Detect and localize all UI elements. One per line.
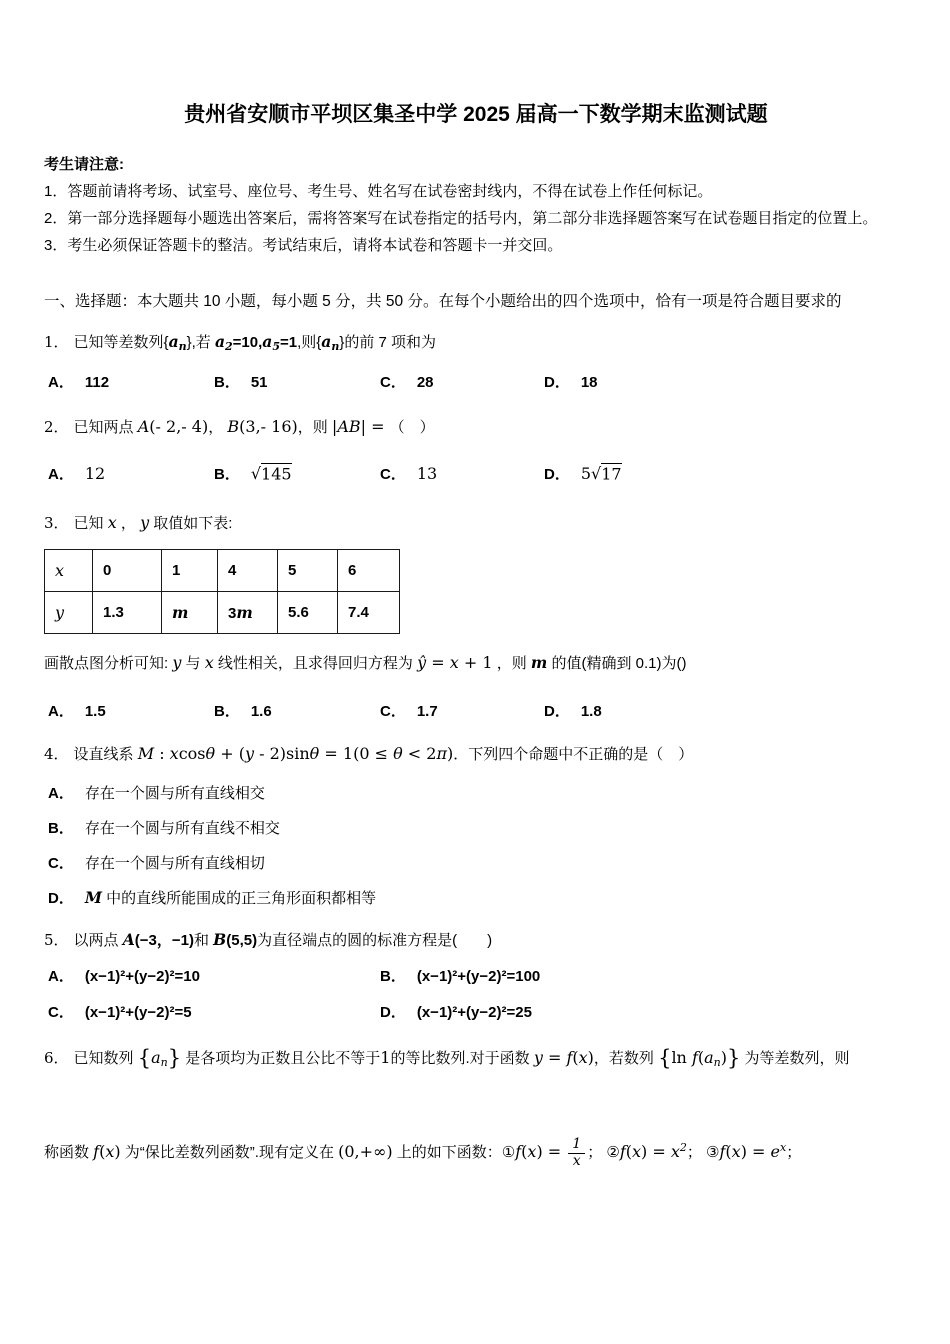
option-value: 28: [416, 374, 434, 392]
question-4-option-a: [48, 782, 908, 803]
option-label: D．: [380, 1004, 406, 1022]
question-5-text: 以两点 A(−3，−1)和 B(5,5)为直径端点的圆的标准方程是( ): [73, 930, 493, 950]
question-3-stem: [44, 509, 908, 537]
option-label: B．: [214, 703, 240, 721]
option-value: (x−1)²+(y−2)²=25: [416, 1004, 532, 1022]
question-5-option-d: [380, 1001, 908, 1022]
question-6-number: 6．: [44, 1049, 69, 1068]
question-4-options: [48, 782, 908, 908]
question-1-option-a: [48, 371, 214, 392]
question-5-stem: [44, 926, 908, 954]
option-label: C．: [48, 855, 74, 873]
option-label: C．: [380, 466, 406, 484]
option-label: B．: [380, 968, 406, 986]
option-label: A．: [48, 703, 74, 721]
option-value: 1.6: [250, 703, 272, 721]
option-label: D．: [544, 466, 570, 484]
question-1-options: [48, 371, 908, 392]
question-1: [44, 328, 908, 392]
table-cell: 5.6: [278, 592, 338, 634]
question-1-number: 1．: [44, 333, 69, 352]
option-value: 存在一个圆与所有直线不相交: [84, 820, 280, 838]
question-4-text: 设直线系 M : xcosθ + (y - 2)sinθ = 1(0 ≤ θ < 2π)．下列四个命题中不正确的是（ ）: [73, 744, 694, 764]
question-2-number: 2．: [44, 418, 69, 437]
option-value: 1.7: [416, 703, 438, 721]
question-3-option-b: [214, 700, 380, 721]
question-3-option-c: [380, 700, 544, 721]
table-cell: m: [162, 592, 218, 634]
table-cell: x: [45, 550, 93, 592]
table-cell: 1.3: [93, 592, 162, 634]
option-label: B．: [48, 820, 74, 838]
option-label: C．: [380, 703, 406, 721]
option-value: 存在一个圆与所有直线相切: [84, 855, 265, 873]
question-4-option-b: [48, 817, 908, 838]
question-2-options: [48, 463, 908, 484]
option-label: B．: [214, 466, 240, 484]
option-value: 12: [84, 464, 106, 484]
option-value: 51: [250, 374, 268, 392]
table-cell: 1: [162, 550, 218, 592]
question-2-option-d: [544, 463, 908, 484]
section-heading: 一、选择题：本大题共 10 小题，每小题 5 分，共 50 分。在每个小题给出的四个选项中，恰有一项是符合题目要求的: [44, 293, 842, 311]
question-2-stem: [44, 413, 908, 441]
table-cell: 5: [278, 550, 338, 592]
option-label: D．: [544, 374, 570, 392]
table-row-x: [45, 550, 400, 592]
option-value: 13: [416, 464, 438, 484]
question-6-stem-continued: 称函数 f(x) 为“保比差数列函数”.现有定义在 (0,+∞) 上的如下函数：①f(x) = $\frac{1}{x}$ ； ②f(x) = $x^2$； ③f(x) = $e^x$；: [44, 1136, 802, 1169]
table-cell: 6: [338, 550, 400, 592]
question-2-option-b: [214, 463, 380, 484]
option-value: 存在一个圆与所有直线相交: [84, 785, 265, 803]
option-label: A．: [48, 785, 74, 803]
option-label: C．: [48, 1004, 74, 1022]
question-5-option-a: [48, 965, 380, 986]
table-cell: y: [45, 592, 93, 634]
question-2-text: 已知两点 A(- 2,- 4)， B(3,- 16)，则 |AB| = （ ）: [73, 417, 435, 437]
question-3-number: 3．: [44, 514, 69, 533]
question-2-option-c: [380, 463, 544, 484]
option-label: C．: [380, 374, 406, 392]
question-3-analysis: 画散点图分析可知: y 与 x 线性相关，且求得回归方程为 ŷ = x + 1 ，则 m 的值(精确到 0.1)为(): [44, 653, 687, 673]
option-label: D．: [544, 703, 570, 721]
table-cell: 7.4: [338, 592, 400, 634]
question-1-option-c: [380, 371, 544, 392]
option-value: 112: [84, 374, 110, 392]
question-2-option-a: [48, 463, 214, 484]
table-cell: 4: [218, 550, 278, 592]
option-value: (x−1)²+(y−2)²=5: [84, 1004, 192, 1022]
option-label: A．: [48, 968, 74, 986]
notice-item-2: 2．第一部分选择题每小题选出答案后，需将答案写在试卷指定的括号内，第二部分非选择题答案写在试卷题目指定的位置上。: [44, 210, 878, 228]
table-cell: 0: [93, 550, 162, 592]
question-2: [44, 413, 908, 484]
notice-item-1: 1．答题前请将考场、试室号、座位号、考生号、姓名写在试卷密封线内，不得在试卷上作任何标记。: [44, 183, 713, 201]
question-3-text: 已知 x ， y 取值如下表:: [73, 513, 233, 533]
notice-section: [44, 152, 908, 259]
question-5-number: 5．: [44, 931, 69, 950]
question-3-option-a: [48, 700, 214, 721]
option-label: A．: [48, 466, 74, 484]
question-1-option-d: [544, 371, 908, 392]
option-value: M 中的直线所能围成的正三角形面积都相等: [84, 888, 377, 908]
table-row-y: [45, 592, 400, 634]
question-6-stem: [44, 1044, 908, 1076]
question-5-option-c: [48, 1001, 380, 1022]
question-4-stem: [44, 740, 908, 768]
option-value: 18: [580, 374, 598, 392]
option-value: √145: [250, 464, 292, 484]
question-1-option-b: [214, 371, 380, 392]
question-1-text: 已知等差数列{an},若 a2=10,a5=1,则{an}的前 7 项和为: [73, 332, 437, 354]
option-value: (x−1)²+(y−2)²=10: [84, 968, 200, 986]
option-value: 1.5: [84, 703, 106, 721]
question-3-option-d: [544, 700, 908, 721]
question-3-value-table: [44, 549, 400, 634]
question-3-options: [48, 700, 908, 721]
option-value: (x−1)²+(y−2)²=100: [416, 968, 541, 986]
question-5-option-b: [380, 965, 908, 986]
question-4-option-d: [48, 887, 908, 908]
question-4-number: 4．: [44, 745, 69, 764]
notice-heading: 考生请注意:: [44, 156, 124, 174]
table-cell: 3m: [218, 592, 278, 634]
question-6-text: 已知数列 {an} 是各项均为正数且公比不等于1的等比数列.对于函数 y = f(x)，若数列 {ln f(an)} 为等差数列，则: [73, 1046, 850, 1071]
question-5-options: [48, 965, 908, 1022]
option-value: 1.8: [580, 703, 602, 721]
question-5: [44, 926, 908, 1022]
page-title: 贵州省安顺市平坝区集圣中学 2025 届高一下数学期末监测试题: [184, 103, 768, 126]
option-label: B．: [214, 374, 240, 392]
question-3: [44, 509, 908, 721]
option-label: A．: [48, 374, 74, 392]
question-1-stem: [44, 328, 908, 360]
question-6: [44, 1044, 908, 1169]
question-4-option-c: [48, 852, 908, 873]
notice-item-3: 3．考生必须保证答题卡的整洁。考试结束后，请将本试卷和答题卡一并交回。: [44, 237, 563, 255]
option-label: D．: [48, 890, 74, 908]
question-4: [44, 740, 908, 908]
option-value: 5√17: [580, 464, 622, 484]
